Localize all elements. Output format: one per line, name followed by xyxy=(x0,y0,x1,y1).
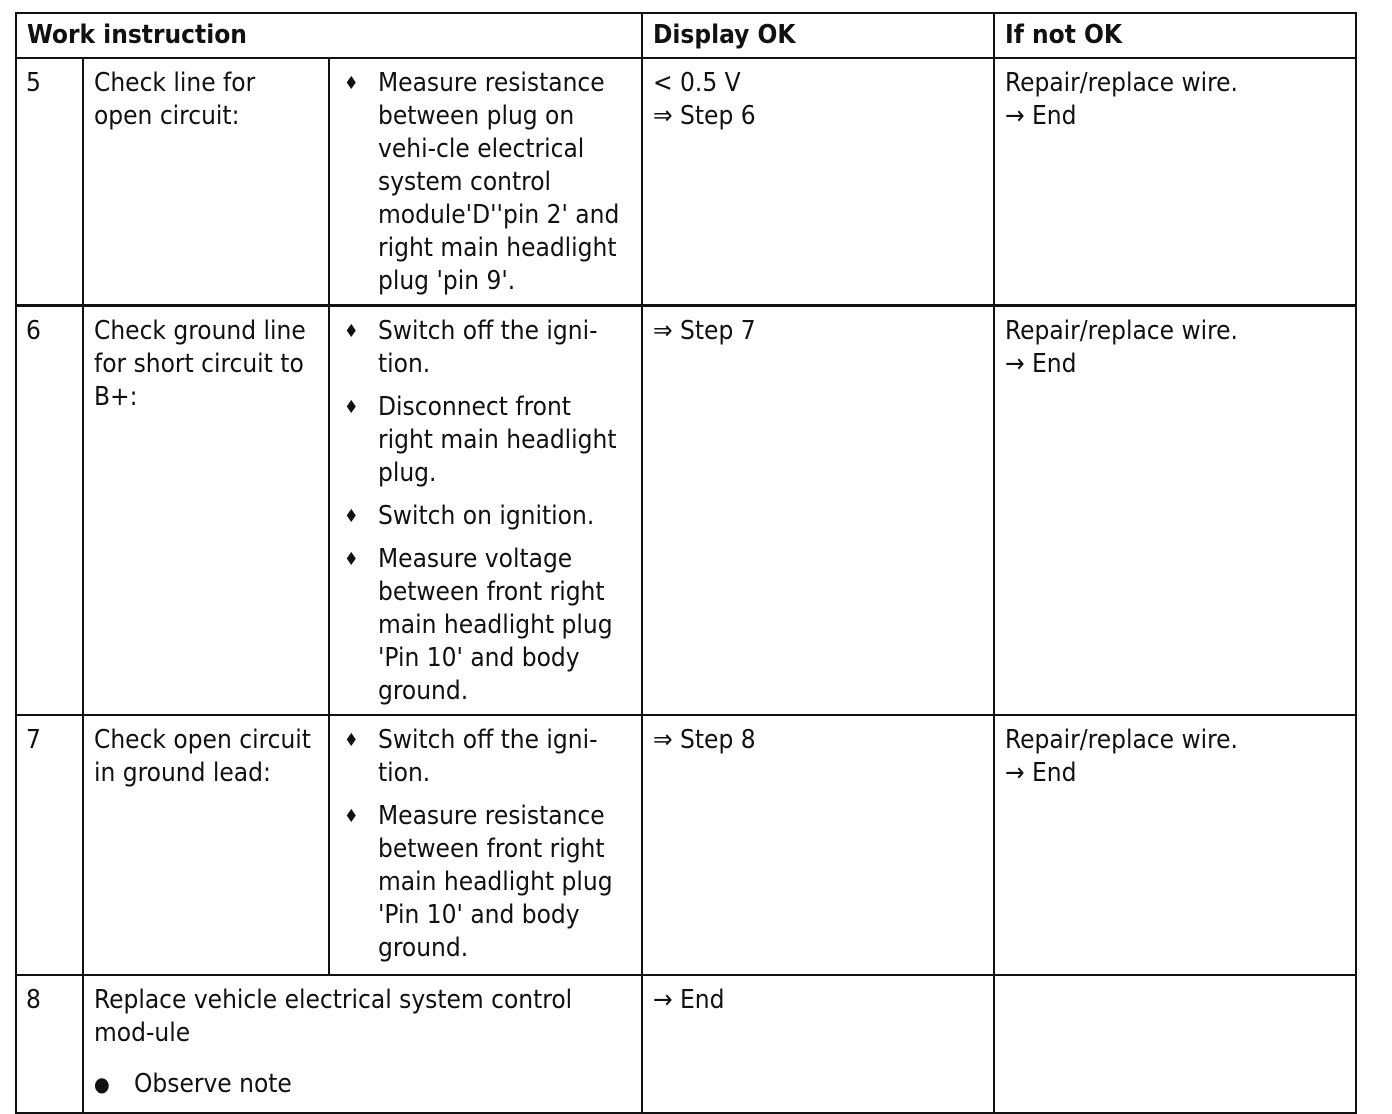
if-not-ok-action: Repair/replace wire. xyxy=(1005,725,1238,755)
diamond-bullet-icon: ♦ xyxy=(344,73,359,94)
action-item xyxy=(340,67,633,298)
step-number: 6 xyxy=(16,306,83,716)
action-item xyxy=(340,724,633,790)
if-not-ok-next: → End xyxy=(1005,101,1077,131)
diamond-bullet-icon: ♦ xyxy=(344,506,359,527)
diamond-bullet-icon: ♦ xyxy=(344,549,359,570)
check-description: Check open circuit in ground lead: xyxy=(83,715,329,975)
header-display-ok: Display OK xyxy=(642,13,994,58)
action-item xyxy=(340,543,633,708)
actions-cell xyxy=(329,58,642,306)
action-text: Measure voltage between front right main headlight plug 'Pin 10' and body ground. xyxy=(378,544,613,706)
display-ok-next-step: ⇒ Step 6 xyxy=(653,101,756,131)
display-ok-cell xyxy=(642,715,994,975)
note-item xyxy=(94,1068,633,1101)
if-not-ok-cell xyxy=(994,306,1356,716)
if-not-ok-next: → End xyxy=(1005,758,1077,788)
instruction-cell xyxy=(83,975,642,1113)
display-ok-cell xyxy=(642,306,994,716)
step-number: 7 xyxy=(16,715,83,975)
action-item xyxy=(340,391,633,490)
check-description: Check line for open circuit: xyxy=(83,58,329,306)
if-not-ok-action: Repair/replace wire. xyxy=(1005,316,1238,346)
actions-cell xyxy=(329,306,642,716)
header-work-instruction: Work instruction xyxy=(16,13,642,58)
instruction-text: Replace vehicle electrical system control mod-ule xyxy=(94,985,573,1048)
action-text: Measure resistance between plug on vehi-cle electrical system control module'D''pin 2' and right main headlight plug 'pin 9'. xyxy=(378,68,620,296)
action-item xyxy=(340,800,633,965)
diamond-bullet-icon: ♦ xyxy=(344,397,359,418)
round-bullet-icon: ● xyxy=(94,1072,110,1096)
work-instruction-document xyxy=(15,12,1357,1114)
table-row xyxy=(16,306,1356,716)
display-ok-value: < 0.5 V xyxy=(653,68,741,98)
table-header-row xyxy=(16,13,1356,58)
action-item xyxy=(340,500,633,533)
if-not-ok-cell xyxy=(994,58,1356,306)
display-ok-next-step: ⇒ Step 7 xyxy=(653,316,756,346)
action-item xyxy=(340,315,633,381)
display-ok-next-step: ⇒ Step 8 xyxy=(653,725,756,755)
action-text: Switch off the igni-tion. xyxy=(378,725,598,788)
header-if-not-ok: If not OK xyxy=(994,13,1356,58)
diamond-bullet-icon: ♦ xyxy=(344,321,359,342)
if-not-ok-cell xyxy=(994,715,1356,975)
step-number: 5 xyxy=(16,58,83,306)
display-ok-next-step: → End xyxy=(653,985,725,1015)
diamond-bullet-icon: ♦ xyxy=(344,806,359,827)
diamond-bullet-icon: ♦ xyxy=(344,730,359,751)
if-not-ok-cell xyxy=(994,975,1356,1113)
if-not-ok-next: → End xyxy=(1005,349,1077,379)
if-not-ok-action: Repair/replace wire. xyxy=(1005,68,1238,98)
step-number: 8 xyxy=(16,975,83,1113)
table-row xyxy=(16,715,1356,975)
table-row xyxy=(16,975,1356,1113)
action-text: Switch off the igni-tion. xyxy=(378,316,598,379)
actions-cell xyxy=(329,715,642,975)
action-text: Disconnect front right main headlight plug. xyxy=(378,392,617,488)
display-ok-cell xyxy=(642,975,994,1113)
work-instruction-table xyxy=(15,12,1357,1114)
table-row xyxy=(16,58,1356,306)
action-text: Measure resistance between front right main headlight plug 'Pin 10' and body ground. xyxy=(378,801,613,963)
note-text: Observe note xyxy=(134,1069,292,1099)
display-ok-cell xyxy=(642,58,994,306)
check-description: Check ground line for short circuit to B+: xyxy=(83,306,329,716)
action-text: Switch on ignition. xyxy=(378,501,595,531)
